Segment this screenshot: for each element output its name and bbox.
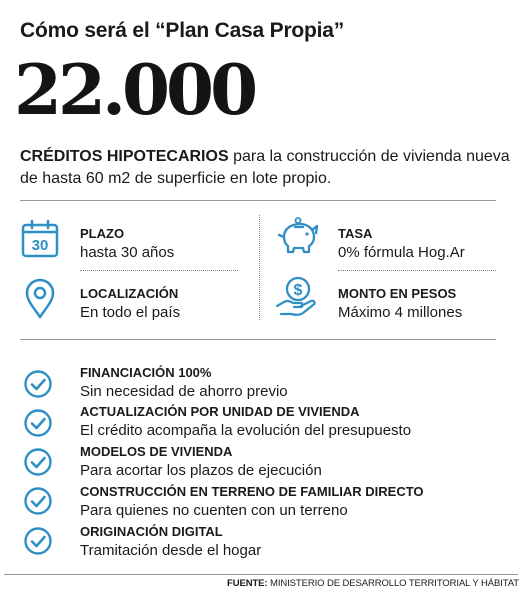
tasa-label: TASA — [338, 226, 373, 241]
monto-label: MONTO EN PESOS — [338, 286, 457, 301]
location-pin-icon — [23, 278, 57, 320]
tasa-value: 0% fórmula Hog.Ar — [338, 244, 465, 261]
infographic-title: Cómo será el “Plan Casa Propia” — [20, 19, 345, 42]
check-circle-icon — [23, 526, 53, 556]
divider-middle — [20, 339, 496, 340]
divider-facts-right — [338, 270, 496, 271]
localizacion-label: LOCALIZACIÓN — [80, 286, 179, 301]
feature-title: FINANCIACIÓN 100% — [80, 365, 212, 380]
check-circle-icon — [23, 369, 53, 399]
feature-title: MODELOS DE VIVIENDA — [80, 444, 233, 459]
intro-text: para la construcción de vivienda nueva de hasta 60 m2 de superficie en lote propio. — [20, 148, 510, 187]
divider-top — [20, 200, 496, 201]
headline-number: 22.000 — [14, 50, 255, 131]
money-hand-icon — [275, 276, 321, 318]
check-circle-icon — [23, 408, 53, 438]
feature-desc: Para acortar los plazos de ejecución — [80, 462, 322, 479]
intro-paragraph — [20, 146, 510, 190]
feature-desc: Para quienes no cuenten con un terreno — [80, 502, 348, 519]
feature-title: CONSTRUCCIÓN EN TERRENO DE FAMILIAR DIRECTO — [80, 484, 424, 499]
localizacion-value: En todo el país — [80, 304, 181, 321]
divider-facts-left — [80, 270, 238, 271]
source-footer — [227, 578, 519, 589]
feature-title: ORIGINACIÓN DIGITAL — [80, 524, 223, 539]
piggy-bank-icon — [276, 217, 320, 257]
calendar-icon-number: 30 — [31, 237, 49, 254]
plazo-label: PLAZO — [80, 226, 125, 241]
source-text: MINISTERIO DE DESARROLLO TERRITORIAL Y HÁBITAT — [267, 578, 519, 589]
divider-bottom — [4, 574, 518, 575]
check-circle-icon — [23, 447, 53, 477]
svg-text:$: $ — [293, 282, 303, 299]
divider-facts-vertical — [259, 215, 260, 320]
feature-title: ACTUALIZACIÓN POR UNIDAD DE VIVIENDA — [80, 404, 360, 419]
monto-value: Máximo 4 millones — [338, 304, 463, 321]
check-circle-icon — [23, 486, 53, 516]
feature-desc: Sin necesidad de ahorro previo — [80, 383, 288, 400]
intro-bold-lead: CRÉDITOS HIPOTECARIOS — [20, 148, 229, 165]
source-label: FUENTE: — [227, 578, 268, 589]
feature-desc: El crédito acompaña la evolución del presupuesto — [80, 422, 412, 439]
feature-desc: Tramitación desde el hogar — [80, 542, 262, 559]
plazo-value: hasta 30 años — [80, 244, 175, 261]
calendar-icon — [20, 219, 60, 259]
